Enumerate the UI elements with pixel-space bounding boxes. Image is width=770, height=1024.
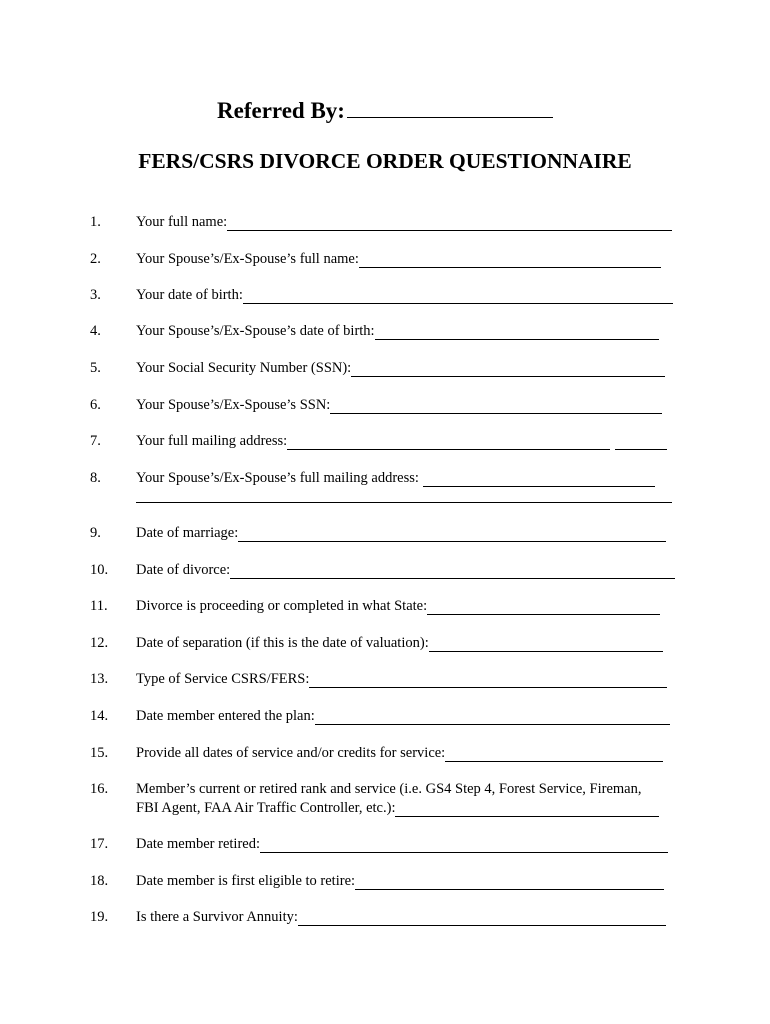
question-number: 10. [90,562,109,578]
question-3 [0,286,770,306]
question-label: Your full mailing address: [136,433,288,449]
question-16-continued [0,799,770,819]
spouse-mailing-address-blank-line-2[interactable] [136,502,672,503]
question-number: 12. [90,635,109,651]
rank-and-service-blank[interactable] [395,803,659,817]
question-10 [0,561,770,581]
question-label: Type of Service CSRS/FERS: [136,671,310,687]
question-14 [0,707,770,727]
question-label: Date member entered the plan: [136,708,315,724]
question-number: 18. [90,873,109,889]
date-of-divorce-blank[interactable] [230,565,675,579]
ssn-blank[interactable] [351,363,665,377]
question-8 [0,469,770,489]
survivor-annuity-blank[interactable] [298,912,666,926]
question-15 [0,744,770,764]
question-label: Your Spouse’s/Ex-Spouse’s SSN: [136,397,331,413]
question-4 [0,322,770,342]
question-5 [0,359,770,379]
question-number: 2. [90,251,101,267]
spouse-mailing-address-blank[interactable] [423,473,655,487]
mailing-address-blank[interactable] [287,436,610,450]
question-number: 19. [90,909,109,925]
question-label: Date of separation (if this is the date of valuation): [136,635,429,651]
divorce-state-blank[interactable] [427,601,660,615]
full-name-blank[interactable] [227,217,672,231]
referred-by-label: Referred By: [217,98,345,123]
question-label: Date member is first eligible to retire: [136,873,356,889]
question-12 [0,634,770,654]
date-retired-blank[interactable] [260,839,668,853]
question-number: 11. [90,598,108,614]
question-label: Member’s current or retired rank and service (i.e. GS4 Step 4, Forest Service, Fireman, [136,781,642,797]
referred-by-field [0,95,770,125]
date-of-separation-blank[interactable] [429,638,663,652]
question-16 [0,780,770,800]
question-19 [0,908,770,928]
question-number: 9. [90,525,101,541]
date-of-birth-blank[interactable] [243,290,673,304]
question-6 [0,396,770,416]
question-2 [0,250,770,270]
question-label: Your Spouse’s/Ex-Spouse’s date of birth: [136,323,375,339]
question-label: Your Spouse’s/Ex-Spouse’s full mailing address: [136,470,419,486]
date-eligible-to-retire-blank[interactable] [355,876,664,890]
question-label: Your Social Security Number (SSN): [136,360,352,376]
dates-of-service-blank[interactable] [445,748,663,762]
date-entered-plan-blank[interactable] [315,711,670,725]
question-label: Your date of birth: [136,287,243,303]
question-number: 6. [90,397,101,413]
question-number: 14. [90,708,109,724]
question-label: Your full name: [136,214,228,230]
question-label: Your Spouse’s/Ex-Spouse’s full name: [136,251,359,267]
question-1 [0,213,770,233]
question-label: Is there a Survivor Annuity: [136,909,298,925]
question-7 [0,432,770,452]
referred-by-blank[interactable] [347,95,553,118]
question-17 [0,835,770,855]
question-label: Date of marriage: [136,525,239,541]
question-number: 7. [90,433,101,449]
question-number: 8. [90,470,101,486]
question-9 [0,524,770,544]
question-label-continued: FBI Agent, FAA Air Traffic Controller, etc.): [136,800,396,816]
spouse-date-of-birth-blank[interactable] [375,326,659,340]
question-number: 17. [90,836,109,852]
type-of-service-blank[interactable] [309,674,667,688]
question-label: Divorce is proceeding or completed in what State: [136,598,428,614]
question-number: 15. [90,745,109,761]
mailing-address-blank-2[interactable] [615,436,667,450]
question-number: 5. [90,360,101,376]
question-number: 16. [90,781,109,797]
question-number: 1. [90,214,101,230]
spouse-full-name-blank[interactable] [359,254,661,268]
question-label: Date of divorce: [136,562,231,578]
question-number: 13. [90,671,109,687]
question-label: Provide all dates of service and/or credits for service: [136,745,446,761]
spouse-ssn-blank[interactable] [330,400,662,414]
question-label: Date member retired: [136,836,260,852]
date-of-marriage-blank[interactable] [238,528,666,542]
page-title: FERS/CSRS DIVORCE ORDER QUESTIONNAIRE [138,149,632,173]
question-13 [0,670,770,690]
question-number: 4. [90,323,101,339]
question-18 [0,872,770,892]
question-11 [0,597,770,617]
question-number: 3. [90,287,101,303]
